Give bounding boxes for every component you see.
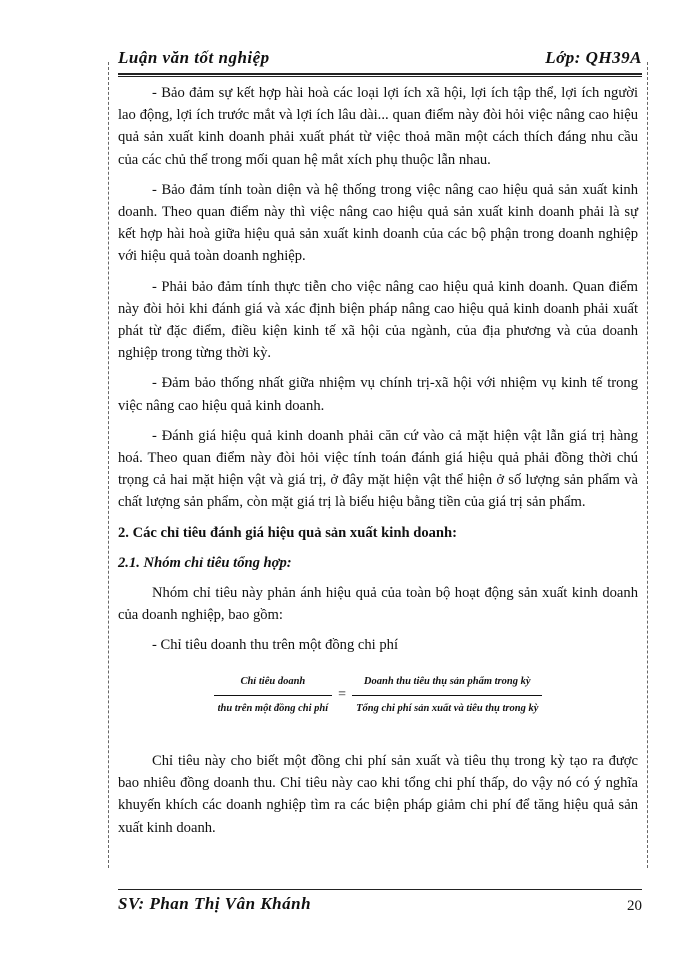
page-footer xyxy=(118,894,642,920)
paragraph-5: - Đánh giá hiệu quả kinh doanh phải căn cứ vào cả mặt hiện vật lẫn giá trị hàng hoá. Theo quan điểm này đòi hỏi việc tính toán đánh giá hiệu quả phải đồng thời chú trọng cả hai mặt hiện vật và giá trị, ở đây mặt hiện vật thể hiện ở số lượng sản phẩm và chất lượng sản phẩm, còn mặt giá trị là biểu hiệu bằng tiền của giá trị sản phẩm. xyxy=(118,427,638,511)
page-header xyxy=(118,48,642,74)
formula xyxy=(118,671,638,720)
closing-paragraph: Chỉ tiêu này cho biết một đồng chi phí sản xuất và tiêu thụ trong kỳ tạo ra được bao nhiêu đồng doanh thu. Chỉ tiêu này cao khi tổng chi phí thấp, do vậy nó có ý nghĩa khuyến khích các doanh nghiệp tìm ra các biện pháp giảm chi phí để tăng hiệu quả sản xuất kinh doanh. xyxy=(118,753,638,836)
formula-right-numerator: Doanh thu tiêu thụ sản phẩm trong kỳ xyxy=(363,675,531,687)
formula-left-denominator: thu trên một đồng chi phí xyxy=(214,695,333,720)
page-body xyxy=(118,82,638,847)
formula-left-numerator: Chỉ tiêu doanh xyxy=(240,675,306,687)
header-thesis-title: Luận văn tốt nghiệp xyxy=(118,48,270,67)
paragraph-2: - Bảo đảm tính toàn diện và hệ thống trong việc nâng cao hiệu quả sản xuất kinh doanh. Theo quan điểm này thì việc nâng cao hiệu quả sản xuất kinh doanh phải là sự kết hợp hài hoà giữa hiệu quả sản xuất kinh doanh của các bộ phận trong doanh nghiệp với hiệu quả toàn doanh nghiệp. xyxy=(118,181,638,265)
indicator-item: - Chỉ tiêu doanh thu trên một đồng chi phí xyxy=(152,637,399,654)
header-rule-thin xyxy=(118,76,642,77)
page-number: 20 xyxy=(627,898,642,914)
paragraph-3: - Phải bảo đảm tính thực tiễn cho việc nâng cao hiệu quả kinh doanh. Quan điểm này đòi hỏi khi đánh giá và xác định biện pháp nâng cao hiệu quả kinh doanh phải xuất phát từ đặc điểm, điều kiện kinh tế xã hội của ngành, của địa phương và của doanh nghiệp trong từng thời kỳ. xyxy=(118,278,638,362)
footer-author: SV: Phan Thị Vân Khánh xyxy=(118,894,312,913)
formula-right-denominator: Tổng chi phí sản xuất và tiêu thụ trong kỳ xyxy=(352,695,542,720)
formula-equals-sign: = xyxy=(338,687,347,703)
header-class-name: Lớp: QH39A xyxy=(545,48,642,67)
subsection-heading: 2.1. Nhóm chỉ tiêu tổng hợp: xyxy=(118,554,292,571)
paragraph-1: - Bảo đảm sự kết hợp hài hoà các loại lợi ích xã hội, lợi ích tập thể, lợi ích người lao động, lợi ích trước mắt và lợi ích lâu dài... quan điểm này đòi hỏi việc nâng cao hiệu quả sản xuất kinh doanh phải xuất phát từ việc thoả mãn một cách thích đáng nhu cầu của các chủ thể trong mối quan hệ mắt xích phụ thuộc lẫn nhau. xyxy=(118,85,638,168)
paragraph-4: - Đảm bảo thống nhất giữa nhiệm vụ chính trị-xã hội với nhiệm vụ kinh tế trong việc nâng cao hiệu quả kinh doanh. xyxy=(118,375,638,414)
formula-right-side xyxy=(352,671,542,720)
section-heading: 2. Các chỉ tiêu đánh giá hiệu quả sản xuất kinh doanh: xyxy=(118,524,458,541)
formula-left-side xyxy=(214,671,333,720)
header-rule xyxy=(118,73,642,75)
footer-rule xyxy=(118,889,642,890)
intro-paragraph: Nhóm chỉ tiêu này phản ánh hiệu quả của toàn bộ hoạt động sản xuất kinh doanh của doanh nghiệp, bao gồm: xyxy=(118,585,638,624)
